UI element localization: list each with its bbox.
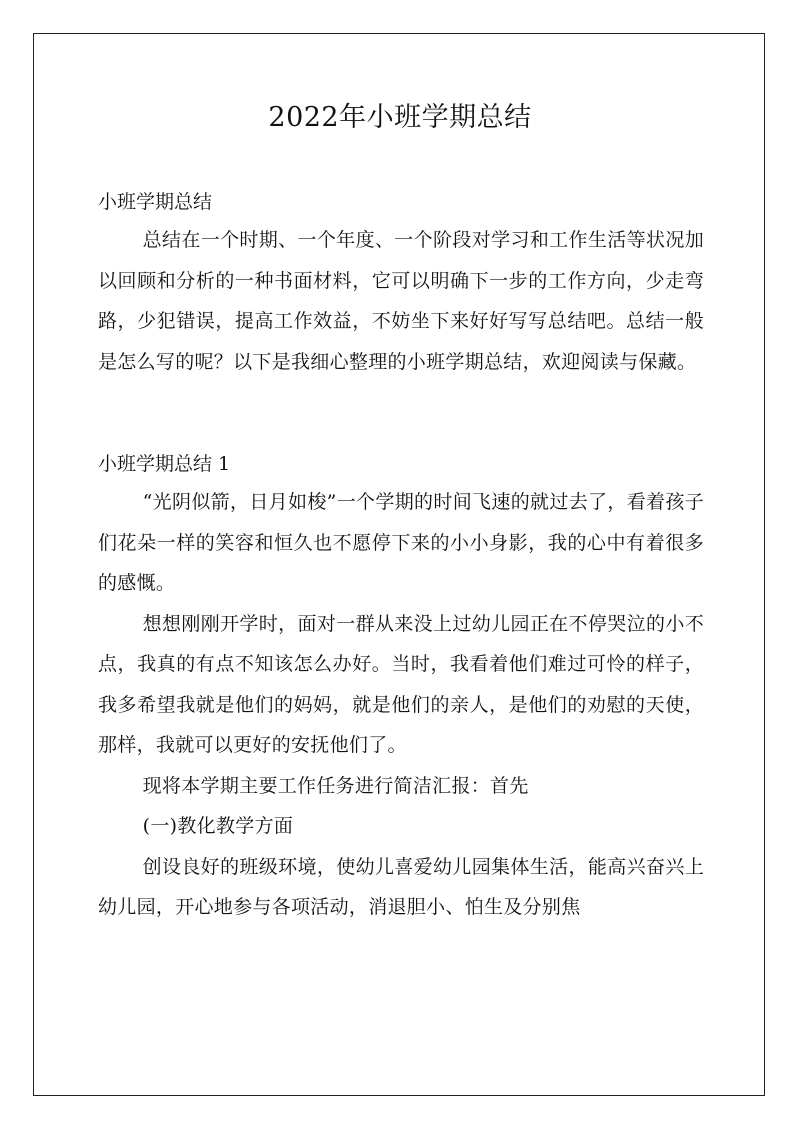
document-title: 2022年小班学期总结 (268, 102, 532, 133)
document-body (98, 184, 704, 928)
section1-subheading: (一)教化教学方面 (142, 815, 294, 837)
section1-paragraph-5: 创设良好的班级环境，使幼儿喜爱幼儿园集体生活，能高兴奋兴上幼儿园，开心地参与各项活动，消退胆小、怕生及分别焦 (98, 855, 704, 918)
section1-paragraph-3: 现将本学期主要工作任务进行简洁汇报：首先 (142, 774, 529, 797)
section-spacer (98, 382, 704, 446)
intro-paragraph: 总结在一个时期、一个年度、一个阶段对学习和工作生活等状况加以回顾和分析的一种书面材料，它可以明确下一步的工作方向，少走弯路，少犯错误，提高工作效益，不妨坐下来好好写写总结吧。总结一般是怎么写的呢？以下是我细心整理的小班学期总结，欢迎阅读与保藏。 (98, 229, 704, 373)
section1-paragraph-1: “光阴似箭，日月如梭”一个学期的时间飞速的就过去了，看着孩子们花朵一样的笑容和恒久也不愿停下来的小小身影，我的心中有着很多的感慨。 (98, 491, 704, 594)
section1-heading: 小班学期总结 1 (98, 453, 231, 475)
intro-heading: 小班学期总结 (98, 191, 213, 213)
section1-paragraph-2: 想想刚刚开学时，面对一群从来没上过幼儿园正在不停哭泣的小不点，我真的有点不知该怎么办好。当时，我看着他们难过可怜的样子，我多希望我就是他们的妈妈，就是他们的亲人，是他们的劝慰的天使，那样，我就可以更好的安抚他们了。 (98, 612, 704, 756)
